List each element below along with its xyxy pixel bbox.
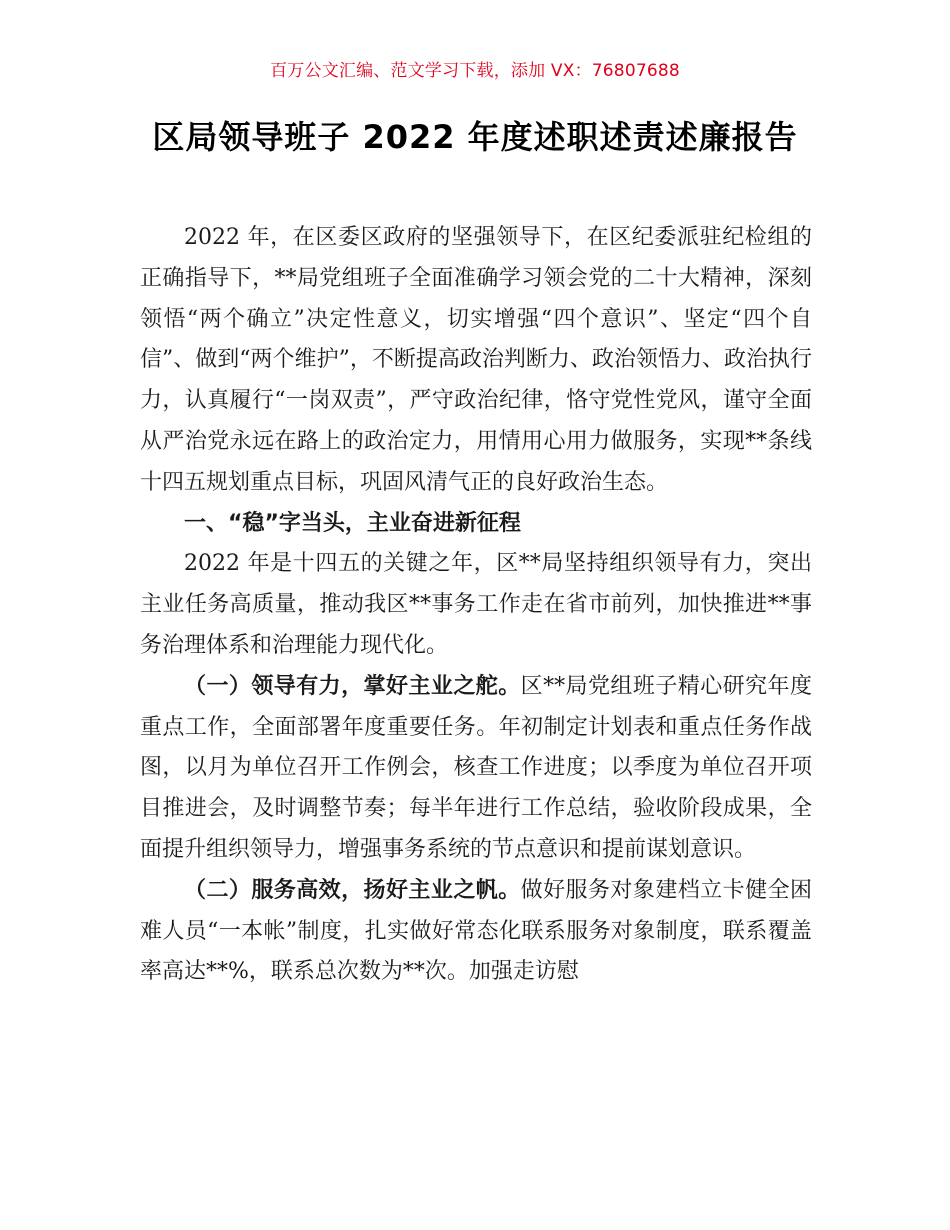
section-heading-1: 一、“稳”字当头，主业奋进新征程 (184, 510, 521, 536)
item-1-text: 区**局党组班子精心研究年度重点工作，全面部署年度重要任务。年初制定计划表和重点任务作战图，以月为单位召开工作例会，核查工作进度；以季度为单位召开项目推进会，及时调整节奏；每半年进行工作总结，验收阶段成果，全面提升组织领导力，增强事务系统的节点意识和提前谋划意识。 (140, 673, 812, 862)
item-2-paragraph (140, 871, 812, 993)
item-1-paragraph (140, 667, 812, 871)
item-2-lead: （二）服务高效，扬好主业之帆。 (184, 877, 521, 903)
item-1-lead: （一）领导有力，掌好主业之舵。 (184, 673, 521, 699)
promo-banner: 百万公文汇编、范文学习下载，添加 VX：76807688 (270, 61, 680, 81)
section-1-intro-paragraph: 2022 年是十四五的关键之年，区**局坚持组织领导有力，突出主业任务高质量，推动我区**事务工作走在省市前列，加快推进**事务治理体系和治理能力现代化。 (140, 551, 812, 658)
document-body (140, 218, 812, 993)
document-title: 区局领导班子 2022 年度述职述责述廉报告 (152, 118, 798, 156)
item-2-text: 做好服务对象建档立卡健全困难人员“一本帐”制度，扎实做好常态化联系服务对象制度，联系覆盖率高达**%，联系总次数为**次。加强走访慰 (140, 877, 812, 985)
intro-paragraph: 2022 年，在区委区政府的坚强领导下，在区纪委派驻纪检组的正确指导下，**局党组班子全面准确学习领会党的二十大精神，深刻领悟“两个确立”决定性意义，切实增强“四个意识”、坚定“四个自信”、做到“两个维护”，不断提高政治判断力、政治领悟力、政治执行力，认真履行“一岗双责”，严守政治纪律，恪守党性党风，谨守全面从严治党永远在路上的政治定力，用情用心用力做服务，实现**条线十四五规划重点目标，巩固风清气正的良好政治生态。 (140, 225, 812, 495)
